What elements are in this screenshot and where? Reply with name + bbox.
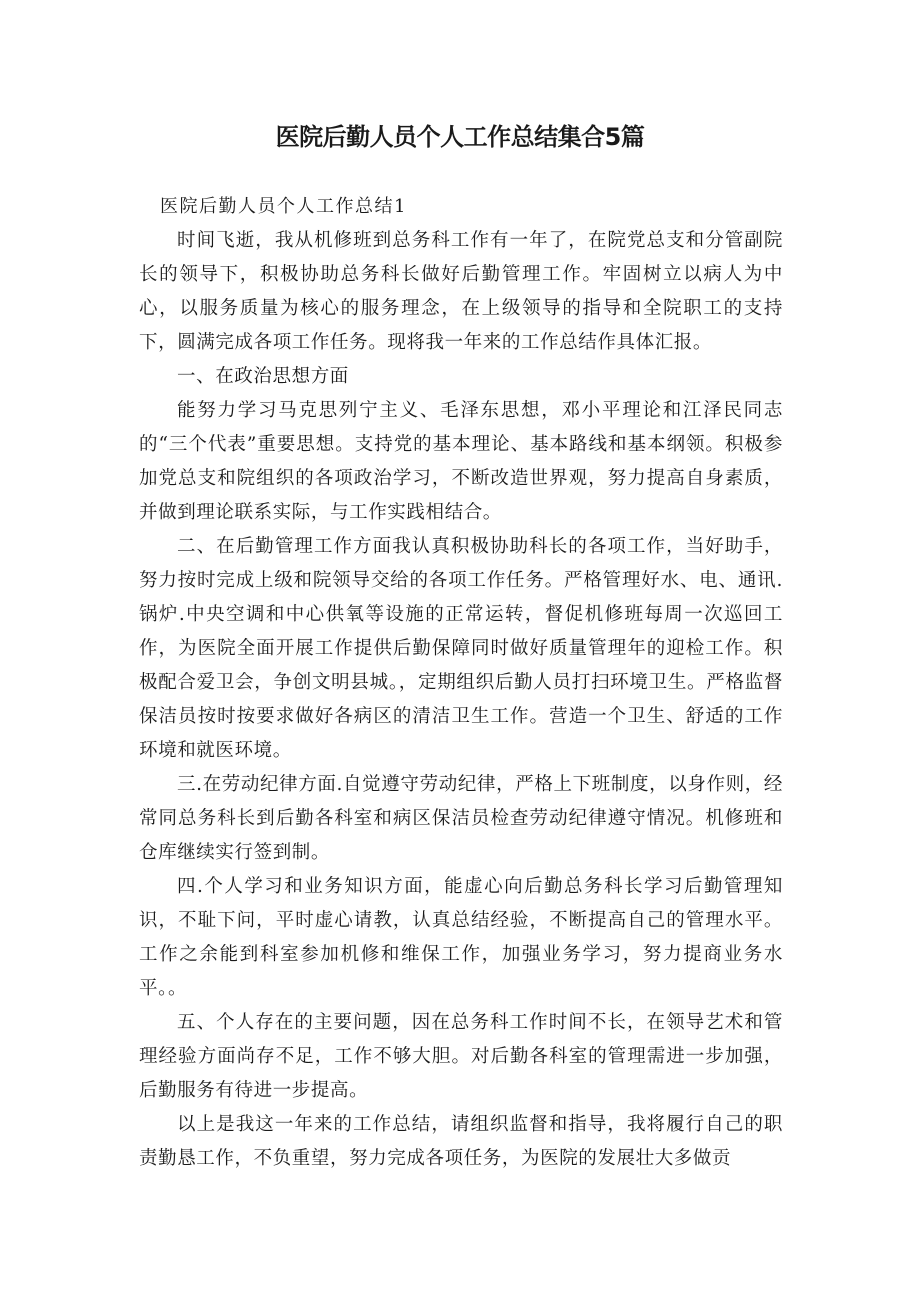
paragraph-study: 四.个人学习和业务知识方面，能虚心向后勤总务科长学习后勤管理知识，不耻下问，平时虚心请教，认真总结经验，不断提高自己的管理水平。工作之余能到科室参加机修和维保工作，加强业务学习，努力提商业务水平。。 [139,876,783,999]
paragraph-political: 能努力学习马克思列宁主义、毛泽东思想，邓小平理论和江泽民同志的“三个代表”重要思想。支持党的基本理论、基本路线和基本纲领。积极参加党总支和院组织的各项政治学习，不断改造世界观，努力提高自身素质，并做到理论联系实际，与工作实践相结合。 [139,400,783,523]
paragraph-logistics: 二、在后勤管理工作方面我认真积极协助科长的各项工作，当好助手，努力按时完成上级和院领导交给的各项工作任务。严格管理好水、电、通讯.锅炉.中央空调和中心供氧等设施的正常运转，督促机修班每周一次巡回工作，为医院全面开展工作提供后勤保障同时做好质量管理年的迎检工作。积极配合爱卫会，争创文明县城。，定期组织后勤人员打扫环境卫生。严格监督保洁员按时按要求做好各病区的清洁卫生工作。营造一个卫生、舒适的工作环境和就医环境。 [139,536,783,761]
paragraph-conclusion: 以上是我这一年来的工作总结，请组织监督和指导，我将履行自己的职责勤恳工作，不负重望，努力完成各项任务，为医院的发展壮大多做贡 [139,1114,783,1169]
heading-political: 一、在政治思想方面 [177,366,349,387]
document-body [139,224,783,1176]
paragraph-problems: 五、个人存在的主要问题，因在总务科工作时间不长，在领导艺术和管理经验方面尚存不足，工作不够大胆。对后勤各科室的管理需进一步加强，后勤服务有待进一步提高。 [139,1012,783,1101]
document-title: 医院后勤人员个人工作总结集合5篇 [275,123,645,151]
paragraph-intro: 时间飞逝，我从机修班到总务科工作有一年了，在院党总支和分管副院长的领导下，积极协助总务科长做好后勤管理工作。牢固树立以病人为中心，以服务质量为核心的服务理念，在上级领导的指导和全院职工的支持下，圆满完成各项工作任务。现将我一年来的工作总结作具体汇报。 [139,230,783,353]
paragraph-discipline: 三.在劳动纪律方面.自觉遵守劳动纪律，严格上下班制度，以身作则，经常同总务科长到后勤各科室和病区保洁员检查劳动纪律遵守情况。机修班和仓库继续实行签到制。 [139,774,783,863]
section-title: 医院后勤人员个人工作总结1 [160,196,407,217]
